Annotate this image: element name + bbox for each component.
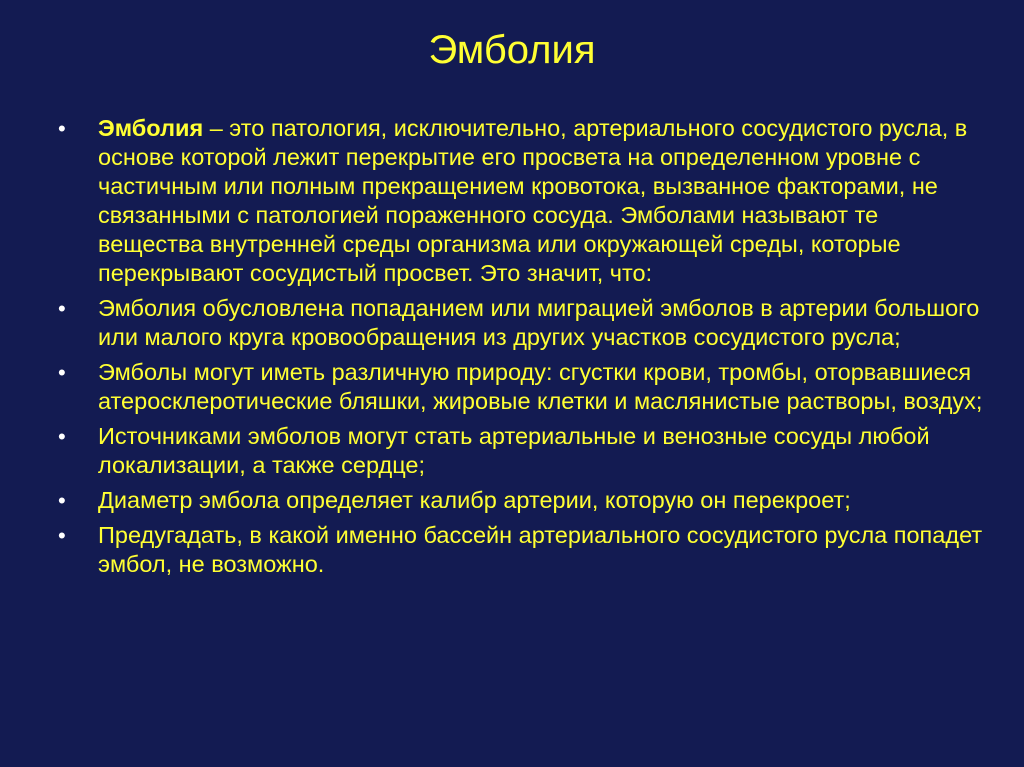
- bullet-icon: •: [58, 424, 66, 449]
- list-item: [58, 422, 988, 480]
- bullet-icon: •: [58, 360, 66, 385]
- bullet-icon: •: [58, 296, 66, 321]
- term-highlight: Эмболия: [98, 115, 204, 141]
- bullet-icon: •: [58, 523, 66, 548]
- list-item-text: Эмболы могут иметь различную природу: сгустки крови, тромбы, оторвавшиеся атеросклеротические бляшки, жировые клетки и маслянистые растворы, воздух;: [98, 359, 983, 414]
- list-item-text: Источниками эмболов могут стать артериальные и венозные сосуды любой локализации, а также сердце;: [98, 423, 930, 478]
- bullet-icon: •: [58, 116, 66, 141]
- list-item: [58, 486, 988, 515]
- list-item-text: Эмболия обусловлена попаданием или миграцией эмболов в артерии большого или малого круга кровообращения из других участков сосудистого русла;: [98, 295, 980, 350]
- list-item-text: Предугадать, в какой именно бассейн артериального сосудистого русла попадет эмбол, не возможно.: [98, 522, 983, 577]
- list-item: [58, 358, 988, 416]
- list-item: [58, 521, 988, 579]
- bullet-icon: •: [58, 488, 66, 513]
- list-item: [58, 114, 988, 288]
- slide-title: Эмболия: [428, 28, 596, 72]
- list-item-text: Диаметр эмбола определяет калибр артерии, которую он перекроет;: [98, 487, 851, 513]
- list-item-text: – это патология, исключительно, артериального сосудистого русла, в основе которой лежит перекрытие его просвета на определенном уровне с частичным или полным прекращением кровотока, вызванное факторами, не связанными с патологией пораженного сосуда. Эмболами называют те вещества внутренней среды организма или окружающей среды, которые перекрывают сосудистый просвет. Это значит, что:: [98, 115, 968, 286]
- list-item: [58, 294, 988, 352]
- bullet-list: [58, 114, 988, 585]
